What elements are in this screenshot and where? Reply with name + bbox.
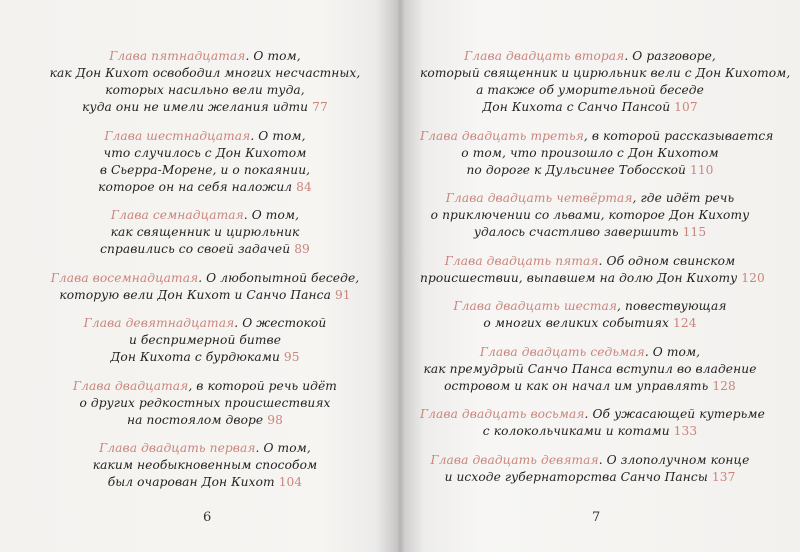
chapter-page-number: 120 (741, 270, 765, 285)
chapter-title: Глава пятнадцатая (109, 49, 246, 63)
chapter-description: . Об одном свинском (598, 253, 736, 268)
toc-entry-line (32, 207, 378, 224)
chapter-description: . О том, (245, 49, 301, 63)
chapter-description: . О разговоре, (624, 49, 716, 63)
chapter-description: . О том, (255, 441, 311, 455)
toc-entry-line (32, 48, 378, 65)
toc-entry-line (420, 378, 760, 395)
chapter-description: , в которой речь идёт (188, 378, 337, 393)
toc-entry-line (32, 395, 378, 412)
toc-entry-line (420, 99, 760, 116)
chapter-description: , где идёт речь (632, 191, 735, 205)
toc-entry-line (420, 145, 760, 162)
toc-entry-line (32, 332, 378, 349)
toc-entry-line (420, 469, 760, 486)
toc-entry-line (32, 65, 378, 82)
toc-entry-line (32, 179, 378, 196)
chapter-description: о многих великих событиях (483, 316, 670, 330)
chapter-description: с колокольчиками и котами (482, 424, 670, 438)
chapter-description: что случилось с Дон Кихотом (103, 145, 307, 160)
toc-entry-line (420, 270, 765, 287)
toc-entry-line (32, 145, 378, 162)
chapter-page-number: 104 (278, 475, 303, 489)
chapter-title: Глава девятнадцатая (83, 316, 235, 330)
toc-entry-line (420, 190, 760, 207)
toc-entry-line (32, 241, 378, 258)
chapter-title: Глава двадцатая (73, 378, 189, 393)
toc-entry-line (32, 349, 378, 366)
toc-entry (420, 48, 791, 116)
chapter-description: о приключении со львами, которое Дон Кихоту (430, 208, 750, 222)
toc-entry-line (420, 224, 760, 241)
toc-left (32, 48, 378, 503)
chapter-page-number: 89 (294, 242, 310, 256)
chapter-title: Глава двадцать третья (420, 128, 584, 143)
toc-entry-line (32, 287, 378, 304)
chapter-description: Дон Кихота с бурдюками (110, 350, 280, 364)
toc-entry-line (32, 224, 378, 241)
chapter-description: как премудрый Санчо Панса вступил во владение (423, 361, 757, 376)
toc-entry-line (32, 412, 378, 429)
toc-entry (32, 270, 378, 304)
toc-entry-line (32, 99, 378, 116)
left-page (0, 0, 398, 552)
toc-entry (420, 128, 774, 179)
toc-entry-line (32, 378, 378, 395)
page-number-left: 6 (203, 510, 212, 525)
right-page (402, 0, 800, 552)
toc-entry-line (420, 423, 760, 440)
toc-entry (32, 207, 378, 258)
chapter-description: . О том, (243, 208, 300, 222)
toc-entry (420, 190, 760, 241)
chapter-page-number: 107 (674, 100, 698, 114)
toc-entry (32, 48, 378, 116)
chapter-description: . О том, (250, 128, 306, 143)
toc-entry-line (420, 82, 760, 99)
chapter-description: в Сьерра-Морене, и о покаянии, (99, 162, 311, 177)
toc-entry (420, 344, 760, 395)
chapter-description: которое он на себя наложил (98, 179, 293, 194)
toc-entry (32, 315, 378, 366)
chapter-title: Глава двадцать седьмая (479, 344, 645, 359)
toc-entry-line (32, 162, 378, 179)
chapter-page-number: 91 (334, 287, 351, 302)
chapter-description: . О любопытной беседе, (198, 270, 360, 285)
chapter-title: Глава семнадцатая (110, 208, 244, 222)
chapter-description: был очарован Дон Кихот (107, 475, 275, 489)
toc-entry (420, 452, 760, 486)
toc-entry (420, 406, 765, 440)
chapter-title: Глава двадцать первая (99, 441, 256, 455)
chapter-title: Глава восемнадцатая (50, 270, 199, 285)
chapter-title: Глава двадцать пятая (444, 253, 599, 268)
toc-entry-line (32, 270, 378, 287)
chapter-page-number: 110 (689, 162, 714, 177)
chapter-description: о других редкостных происшествиях (79, 395, 331, 410)
toc-entry-line (32, 315, 378, 332)
toc-entry (32, 128, 378, 196)
chapter-title: Глава шестнадцатая (104, 128, 251, 143)
chapter-description: . О жестокой (234, 316, 327, 330)
chapter-description: и исходе губернаторства Санчо Пансы (444, 469, 708, 484)
toc-entry-line (32, 457, 378, 474)
chapter-description: по дороге к Дульсинее Тобосской (466, 162, 686, 177)
chapter-description: справились со своей задачей (100, 242, 291, 256)
chapter-page-number: 137 (711, 469, 736, 484)
toc-entry-line (32, 128, 378, 145)
page-number-right: 7 (592, 510, 601, 525)
chapter-description: а также об уморительной беседе (476, 83, 704, 97)
chapter-title: Глава двадцать четвёртая (445, 191, 633, 205)
chapter-description: удалось счастливо завершить (473, 225, 679, 239)
chapter-description: , повествующая (617, 299, 727, 313)
toc-entry-line (32, 440, 378, 457)
chapter-title: Глава двадцать шестая (453, 299, 618, 313)
chapter-description: которых насильно вели туда, (105, 83, 305, 97)
chapter-page-number: 95 (283, 350, 300, 364)
chapter-description: Дон Кихота с Санчо Пансой (482, 100, 671, 114)
chapter-description: куда они не имели желания идти (82, 100, 309, 114)
chapter-page-number: 98 (267, 412, 283, 427)
chapter-title: Глава двадцать девятая (430, 452, 599, 467)
toc-entry-line (420, 48, 760, 65)
chapter-description: которую вели Дон Кихот и Санчо Панса (59, 287, 331, 302)
toc-entry-line (420, 162, 760, 179)
chapter-page-number: 77 (312, 100, 328, 114)
chapter-description: на постоялом дворе (127, 412, 264, 427)
chapter-description: . О том, (644, 344, 701, 359)
toc-entry (420, 253, 765, 287)
chapter-page-number: 128 (712, 378, 736, 393)
chapter-description: , в которой рассказывается (583, 128, 774, 143)
toc-entry-line (420, 406, 765, 423)
toc-entry-line (420, 315, 760, 332)
chapter-description: происшествии, выпавшем на долю Дон Кихоту (420, 270, 738, 285)
toc-entry (420, 298, 760, 332)
toc-entry-line (420, 361, 760, 378)
toc-entry-line (420, 452, 760, 469)
chapter-description: как священник и цирюльник (110, 225, 300, 239)
chapter-page-number: 115 (682, 225, 707, 239)
toc-entry-line (420, 128, 774, 145)
chapter-description: островом и как он начал им управлять (444, 378, 709, 393)
toc-entry-line (32, 474, 378, 491)
toc-entry-line (420, 344, 760, 361)
chapter-page-number: 84 (296, 179, 312, 194)
toc-entry-line (32, 82, 378, 99)
chapter-title: Глава двадцать вторая (464, 49, 625, 63)
chapter-page-number: 124 (673, 316, 697, 330)
chapter-description: о том, что произошло с Дон Кихотом (461, 145, 719, 160)
chapter-description: . О злополучном конце (598, 452, 750, 467)
toc-entry-line (420, 298, 760, 315)
chapter-description: каким необыкновенным способом (92, 458, 318, 472)
toc-entry-line (420, 65, 791, 82)
chapter-description: и беспримерной битве (128, 333, 282, 347)
chapter-description: . Об ужасающей кутерьме (584, 407, 765, 421)
chapter-page-number: 133 (673, 424, 698, 438)
toc-right (420, 48, 791, 497)
chapter-description: который священник и цирюльник вели с Дон Кихотом, (420, 66, 791, 80)
toc-entry-line (420, 207, 760, 224)
toc-entry (32, 440, 378, 491)
chapter-title: Глава двадцать восьмая (420, 407, 585, 421)
chapter-description: как Дон Кихот освободил многих несчастных, (49, 66, 361, 80)
toc-entry-line (420, 253, 760, 270)
toc-entry (32, 378, 378, 429)
